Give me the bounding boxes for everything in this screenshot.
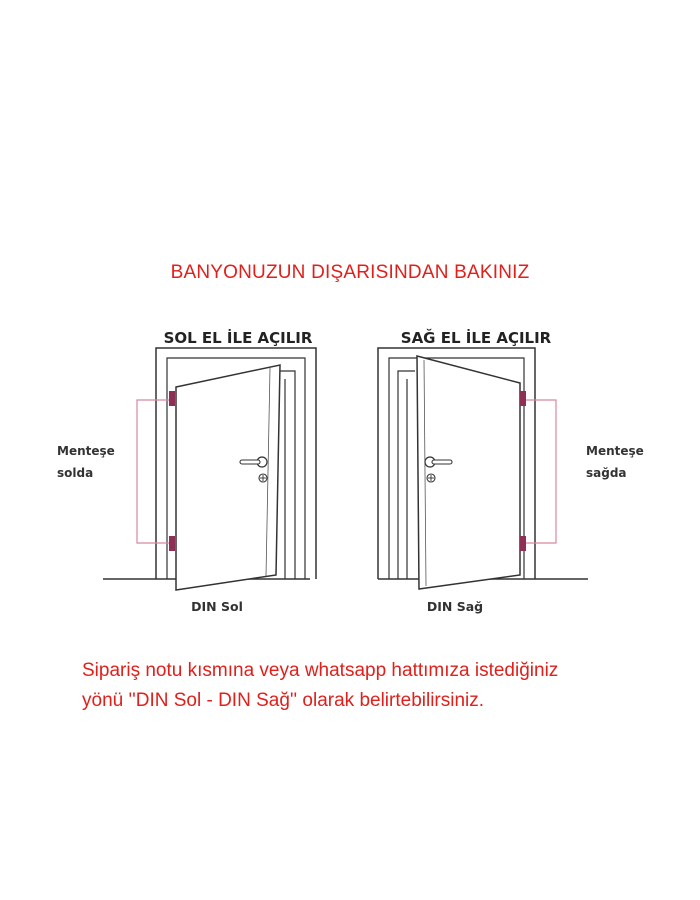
left-hinge-label-line2: solda [57,466,94,480]
left-title: SOL EL İLE AÇILIR [163,329,313,347]
left-caption: DIN Sol [191,599,243,614]
order-note-line1: Sipariş notu kısmına veya whatsapp hattımıza istediğiniz [82,660,559,681]
right-hinge-leader [526,400,556,543]
right-frame-back [398,371,415,579]
right-hinge-label-line2: sağda [586,466,627,480]
left-hinge-top [169,391,175,406]
right-caption: DIN Sağ [426,599,484,614]
left-hinge-leader [137,400,169,543]
right-hinge-top [520,391,526,406]
left-frame-back [279,371,295,579]
left-hinge-bottom [169,536,175,551]
left-door-diagram [57,328,316,614]
right-door-leaf [417,356,520,589]
right-hinge-bottom [520,536,526,551]
right-title: SAĞ EL İLE AÇILIR [400,329,552,347]
right-door-diagram [378,328,644,614]
order-note [82,656,682,716]
order-note-line2: yönü ''DIN Sol - DIN Sağ'' olarak belirtebilirsiniz. [82,690,485,711]
right-hinge-label-line1: Menteşe [586,444,644,458]
heading: BANYONUZUN DIŞARISINDAN BAKINIZ [170,262,530,283]
left-hinge-label-line1: Menteşe [57,444,115,458]
